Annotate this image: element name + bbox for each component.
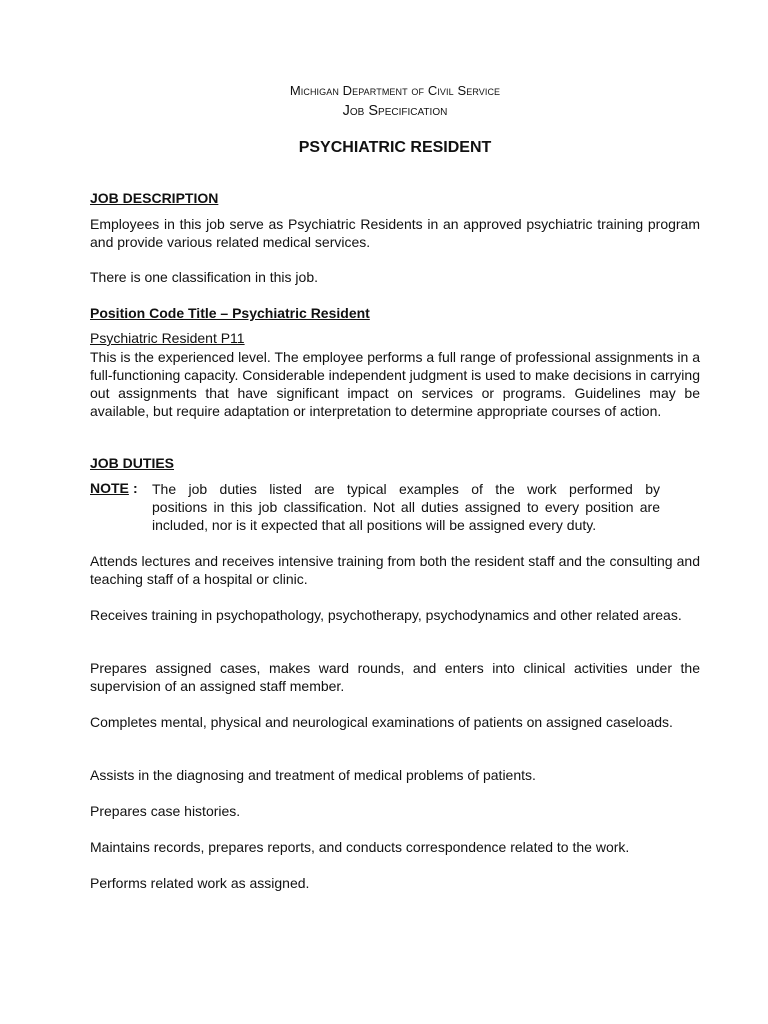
duty-item: Completes mental, physical and neurological examinations of patients on assigned caseloads.	[90, 714, 673, 730]
level-title: Psychiatric Resident P11	[90, 330, 245, 346]
document-page	[90, 0, 700, 1024]
duty-item: Receives training in psychopathology, psychotherapy, psychodynamics and other related areas.	[90, 607, 682, 623]
duty-item: Assists in the diagnosing and treatment of medical problems of patients.	[90, 767, 536, 783]
duty-item: Maintains records, prepares reports, and conducts correspondence related to the work.	[90, 839, 630, 855]
position-code-heading: Position Code Title – Psychiatric Resident	[90, 305, 370, 321]
agency-name: Michigan Department of Civil Service	[289, 83, 501, 98]
note-label: NOTE	[90, 480, 129, 496]
duty-item: Performs related work as assigned.	[90, 875, 310, 891]
duty-item: Attends lectures and receives intensive training from both the resident staff and the consulting and teaching staff of a hospital or clinic.	[90, 553, 700, 587]
note-text-rest: positions in this job classification. Not all duties assigned to every position are included, nor is it expected that all positions will be assigned every duty.	[152, 499, 660, 533]
level-description: This is the experienced level. The employee performs a full range of professional assignments in a full-functioning capacity. Considerable independent judgment is used to make decisions in carrying out assignments that have significant impact on services or programs. Guidelines may be available, but require adaptation or interpretation to determine appropriate courses of action.	[90, 349, 700, 419]
document-type: Job Specification	[342, 103, 448, 119]
job-duties-heading: JOB DUTIES	[90, 455, 175, 471]
note-block	[90, 480, 700, 536]
note-colon: :	[133, 480, 138, 496]
duty-item: Prepares case histories.	[90, 803, 241, 819]
job-title: PSYCHIATRIC RESIDENT	[298, 139, 492, 156]
job-description-paragraph: Employees in this job serve as Psychiatric Residents in an approved psychiatric training program and provide various related medical services.	[90, 216, 700, 250]
job-description-heading: JOB DESCRIPTION	[90, 190, 219, 206]
classification-count-text: There is one classification in this job.	[90, 269, 318, 285]
note-text-line1: The job duties listed are typical examples of the work performed by	[152, 481, 660, 497]
duty-item: Prepares assigned cases, makes ward rounds, and enters into clinical activities under the supervision of an assigned staff member.	[90, 660, 700, 694]
